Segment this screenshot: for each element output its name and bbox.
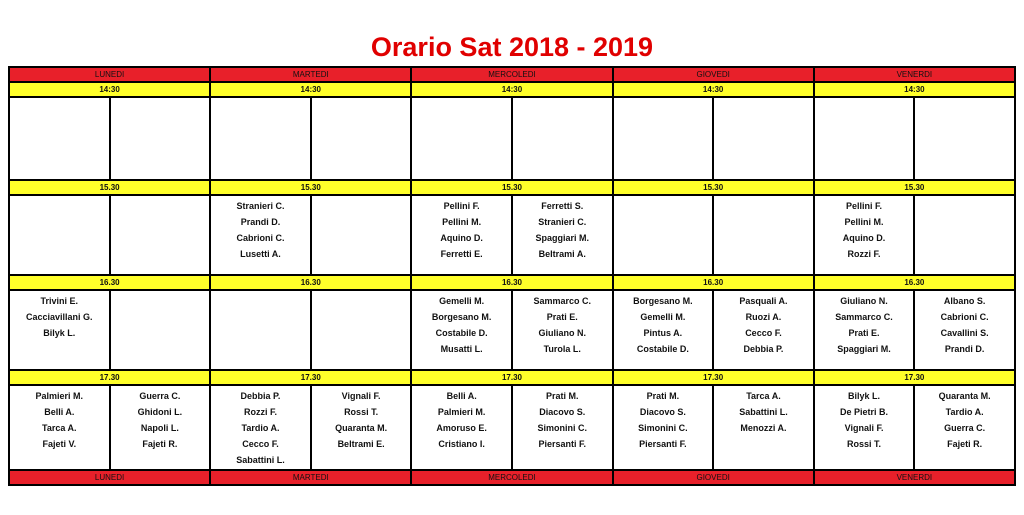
time-label: 14:30	[210, 82, 411, 97]
student-name: Palmieri M.	[35, 391, 84, 402]
student-name: Piersanti F.	[538, 439, 587, 450]
student-name: Gemelli M.	[640, 312, 686, 323]
schedule-cell	[411, 195, 512, 275]
student-name: Ferretti E.	[440, 248, 483, 259]
student-name: Quaranta M.	[938, 391, 991, 402]
student-name: Lusetti A.	[240, 248, 281, 259]
student-name: Bilyk L.	[43, 328, 76, 339]
student-name: Pellini F.	[443, 200, 480, 211]
student-name: Cavallini S.	[940, 328, 989, 339]
day-header: MERCOLEDI	[411, 470, 612, 485]
student-name: Rozzi F.	[847, 248, 881, 259]
student-name: Cabrioni C.	[236, 232, 285, 243]
time-label: 17.30	[9, 370, 210, 385]
student-name: Simonini C.	[537, 423, 588, 434]
schedule-cell	[512, 290, 613, 370]
student-name: Fajeti V.	[42, 439, 77, 450]
student-name: Prandi D.	[240, 216, 281, 227]
time-row	[9, 370, 1015, 385]
day-header: MERCOLEDI	[411, 67, 612, 82]
student-name: Vignali F.	[844, 423, 884, 434]
schedule-cell	[210, 290, 311, 370]
student-name: Fajeti R.	[142, 439, 178, 450]
schedule-cell	[713, 290, 814, 370]
student-name: Giuliano N.	[538, 328, 587, 339]
time-label: 16.30	[210, 275, 411, 290]
schedule-cell	[311, 385, 412, 469]
student-name: Rossi T.	[847, 439, 882, 450]
student-name: Diacovo S.	[639, 407, 686, 418]
student-name: Ruozi A.	[745, 312, 782, 323]
schedule-cell	[914, 97, 1015, 179]
student-name: Pasquali A.	[739, 296, 788, 307]
student-name: Sammarco C.	[835, 312, 893, 323]
time-row	[9, 275, 1015, 290]
student-name: Ferretti S.	[541, 200, 584, 211]
student-name: Sabattini L.	[236, 455, 285, 466]
schedule-cell	[613, 97, 714, 179]
schedule-cell	[9, 97, 110, 179]
schedule-cell	[411, 97, 512, 179]
student-name: Sabattini L.	[739, 407, 788, 418]
student-name: Spaggiari M.	[837, 344, 891, 355]
schedule-cell	[713, 195, 814, 275]
day-header-row-bottom	[9, 470, 1015, 485]
day-header: LUNEDI	[9, 470, 210, 485]
schedule-cell	[311, 290, 412, 370]
student-name: Napoli L.	[140, 423, 179, 434]
day-header: VENERDI	[814, 67, 1015, 82]
schedule-cell	[9, 195, 110, 275]
student-name: Pellini F.	[846, 200, 883, 211]
time-label: 17.30	[814, 370, 1015, 385]
student-name: Menozzi A.	[740, 423, 787, 434]
student-name: Beltrami E.	[337, 439, 385, 450]
schedule-cell	[311, 195, 412, 275]
day-header: GIOVEDI	[613, 67, 814, 82]
schedule-cell	[713, 97, 814, 179]
time-label: 15.30	[210, 180, 411, 195]
student-name: Turola L.	[543, 344, 581, 355]
student-name: Gemelli M.	[439, 296, 485, 307]
day-header: LUNEDI	[9, 67, 210, 82]
slot-row	[9, 195, 1015, 275]
student-name: Tardio A.	[241, 423, 280, 434]
student-name: Fajeti R.	[947, 439, 983, 450]
student-name: Spaggiari M.	[535, 232, 590, 243]
student-name: Borgesano M.	[633, 296, 693, 307]
student-name: Amoruso E.	[436, 423, 487, 434]
student-name: Debbia P.	[240, 391, 281, 402]
time-label: 15.30	[814, 180, 1015, 195]
schedule-cell	[9, 290, 110, 370]
student-name: Sammarco C.	[533, 296, 592, 307]
student-name: Tardio A.	[945, 407, 984, 418]
schedule-cell	[512, 385, 613, 469]
day-header: VENERDI	[814, 470, 1015, 485]
time-label: 14:30	[411, 82, 612, 97]
student-name: Quaranta M.	[335, 423, 388, 434]
schedule-cell	[512, 97, 613, 179]
student-name: Belli A.	[44, 407, 75, 418]
student-name: Cecco F.	[745, 328, 782, 339]
student-name: Pellini M.	[442, 216, 482, 227]
student-name: Cristiano I.	[438, 439, 485, 450]
slot-row	[9, 97, 1015, 179]
time-label: 16.30	[613, 275, 814, 290]
time-label: 14:30	[9, 82, 210, 97]
schedule-table	[8, 66, 1016, 486]
time-label: 15.30	[9, 180, 210, 195]
time-label: 16.30	[9, 275, 210, 290]
student-name: Palmieri M.	[437, 407, 486, 418]
schedule-cell	[512, 195, 613, 275]
time-label: 17.30	[613, 370, 814, 385]
schedule-cell	[110, 195, 211, 275]
schedule-cell	[9, 385, 110, 469]
time-label: 16.30	[814, 275, 1015, 290]
student-name: Cacciavillani G.	[26, 312, 93, 323]
time-label: 17.30	[411, 370, 612, 385]
student-name: Prati M.	[646, 391, 680, 402]
student-name: Musatti L.	[440, 344, 483, 355]
student-name: Vignali F.	[341, 391, 381, 402]
student-name: Pellini M.	[844, 216, 884, 227]
student-name: Prati E.	[848, 328, 880, 339]
slot-row	[9, 290, 1015, 370]
student-name: Aquino D.	[440, 232, 483, 243]
schedule-cell	[914, 290, 1015, 370]
student-name: Ghidoni L.	[137, 407, 183, 418]
day-header: MARTEDI	[210, 67, 411, 82]
schedule-cell	[210, 385, 311, 469]
schedule-cell	[311, 97, 412, 179]
student-name: Tarca A.	[42, 423, 77, 434]
student-name: Piersanti F.	[639, 439, 687, 450]
student-name: Belli A.	[446, 391, 477, 402]
student-name: Albano S.	[943, 296, 986, 307]
student-name: Costabile D.	[435, 328, 488, 339]
student-name: Rossi T.	[344, 407, 379, 418]
student-name: Borgesano M.	[431, 312, 492, 323]
student-name: De Pietri B.	[840, 407, 889, 418]
schedule-cell	[914, 385, 1015, 469]
schedule-cell	[814, 97, 915, 179]
student-name: Debbia P.	[743, 344, 784, 355]
student-name: Trivini E.	[40, 296, 79, 307]
student-name: Cecco F.	[242, 439, 279, 450]
student-name: Aquino D.	[842, 232, 886, 243]
schedule-cell	[613, 195, 714, 275]
page-title: Orario Sat 2018 - 2019	[370, 32, 654, 62]
schedule-cell	[814, 195, 915, 275]
student-name: Stranieri C.	[538, 216, 587, 227]
schedule-cell	[613, 290, 714, 370]
student-name: Guerra C.	[944, 423, 986, 434]
schedule-cell	[210, 97, 311, 179]
student-name: Simonini C.	[638, 423, 688, 434]
time-label: 14:30	[814, 82, 1015, 97]
schedule-cell	[914, 195, 1015, 275]
schedule-cell	[210, 195, 311, 275]
student-name: Costabile D.	[636, 344, 689, 355]
student-name: Prandi D.	[944, 344, 985, 355]
day-header: GIOVEDI	[613, 470, 814, 485]
time-row	[9, 180, 1015, 195]
schedule-cell	[814, 290, 915, 370]
student-name: Bilyk L.	[848, 391, 881, 402]
student-name: Prati M.	[546, 391, 579, 402]
day-header-row-top	[9, 67, 1015, 82]
time-label: 15.30	[411, 180, 612, 195]
time-label: 15.30	[613, 180, 814, 195]
student-name: Giuliano N.	[840, 296, 888, 307]
schedule-cell	[814, 385, 915, 469]
student-name: Pintus A.	[643, 328, 683, 339]
time-label: 16.30	[411, 275, 612, 290]
student-name: Cabrioni C.	[940, 312, 989, 323]
time-label: 17.30	[210, 370, 411, 385]
student-name: Stranieri C.	[236, 200, 285, 211]
student-name: Tarca A.	[746, 391, 781, 402]
time-row	[9, 82, 1015, 97]
schedule-cell	[110, 97, 211, 179]
slot-row	[9, 385, 1015, 469]
time-label: 14:30	[613, 82, 814, 97]
student-name: Diacovo S.	[539, 407, 586, 418]
schedule-cell	[613, 385, 714, 469]
schedule-cell	[411, 385, 512, 469]
student-name: Prati E.	[546, 312, 578, 323]
student-name: Beltrami A.	[538, 248, 586, 259]
schedule-cell	[110, 385, 211, 469]
schedule-cell	[713, 385, 814, 469]
schedule-cell	[411, 290, 512, 370]
day-header: MARTEDI	[210, 470, 411, 485]
student-name: Rozzi F.	[243, 407, 277, 418]
schedule-cell	[110, 290, 211, 370]
student-name: Guerra C.	[139, 391, 181, 402]
